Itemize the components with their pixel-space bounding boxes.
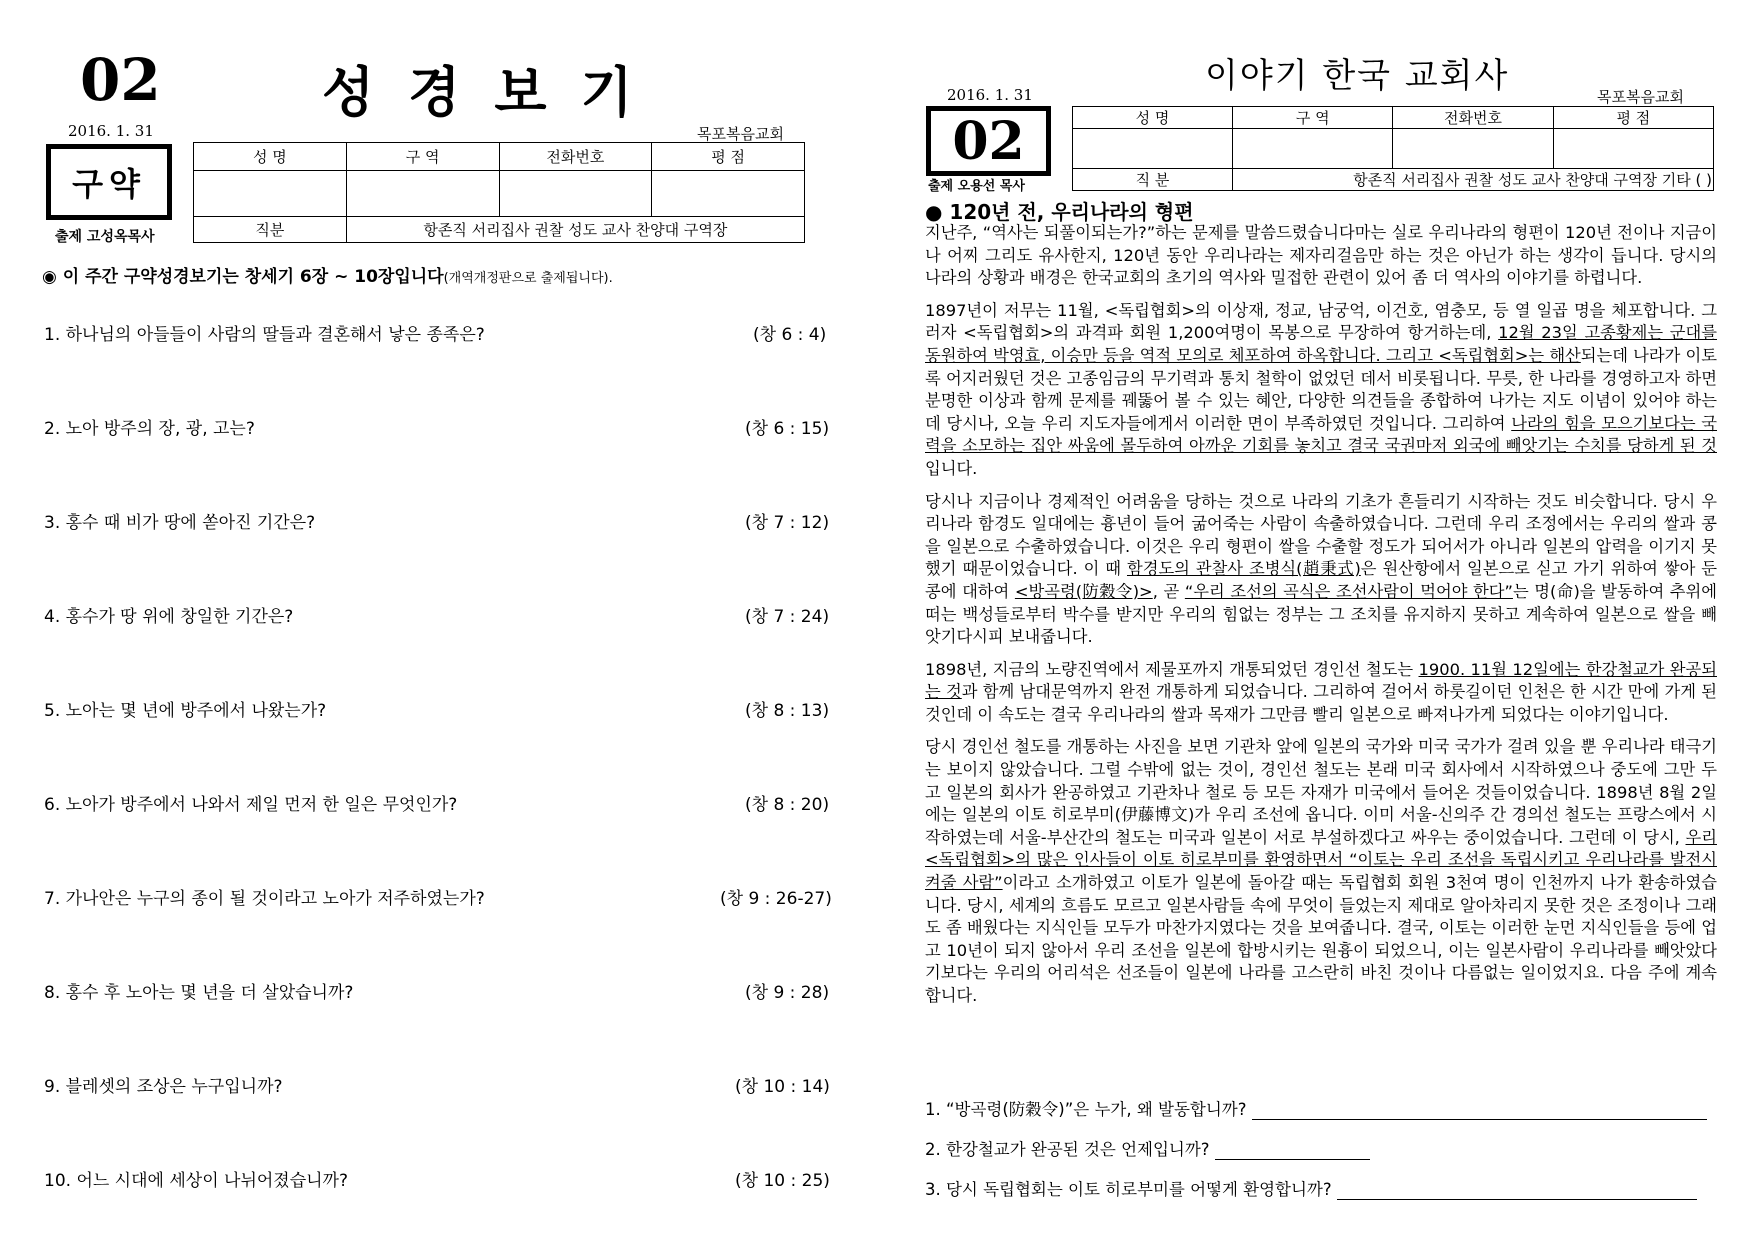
question-4: 4. 홍수가 땅 위에 창일한 기간은?: [44, 607, 294, 627]
right-info-table: [1072, 106, 1714, 191]
question-3: 3. 홍수 때 비가 땅에 쏟아진 기간은?: [44, 513, 316, 533]
name-field[interactable]: [1073, 129, 1233, 169]
name-field[interactable]: [194, 171, 347, 217]
role-options[interactable]: 항존직 서리집사 권찰 성도 교사 찬양대 구역장: [346, 217, 804, 243]
left-church-name: 목포복음교회: [697, 125, 784, 143]
paragraph-5: 당시 경인선 철도를 개통하는 사진을 보면 기관차 앞에 일본의 국가와 미국 국가가 걸려 있을 뿐 우리나라 태극기는 보이지 않았습니다. 그럴 수밖에 없는 것이, 경인선 철도는 본래 미국 회사에서 시작하였으나 중도에 그만 두고 일본의 회사가 완공하였고 기관차나 철로 등 모든 자재가 미국에서 들어온 것들이었습니다. 1898년 8월 2일에는 일본의 이토 히로부미(伊藤博文)가 우리 조선에 옵니다. 이미 서울-신의주 간 경의선 철도는 프랑스에서 시작하였는데 서울-부산간의 철도는 미국과 일본이 서로 부설하겠다고 싸우는 중이었습니다. 그런데 이 당시, 우리<독립협회>의 많은 인사들이 이토 히로부미를 환영하면서 “이토는 우리 조선을 독립시키고 우리나라를 발전시켜줄 사람”이라고 소개하였고 이토가 일본에 돌아갈 때는 독립협회 회원 3천여 명이 인천까지 나가 환송하였습니다. 당시, 세계의 흐름도 모르고 일본사람들 속에 무엇이 들었는지 제대로 알아차리지 못한 것은 조정이나 그래도 좀 배웠다는 지식인들 모두가 마찬가지였다는 것을 보여줍니다. 결국, 이토는 이러한 눈먼 지식인들을 등에 업고 10년이 되지 않아서 우리 조선을 일본에 합방시키는 원흉이 되었으니, 이는 일본사람이 우리나라를 빼앗았다기보다는 우리의 어리석은 선조들이 일본에 나라를 고스란히 바친 것이나 다름없는 일이었지요. 다음 주에 계속합니다.: [925, 737, 1717, 1005]
review-question-1: 1. “방곡령(防穀令)”은 누가, 왜 발동합니까?: [925, 1096, 1707, 1120]
answer-line-1[interactable]: [1252, 1101, 1707, 1120]
phone-field[interactable]: [1393, 129, 1553, 169]
paragraph-3: 당시나 지금이나 경제적인 어려움을 당하는 것으로 나라의 기초가 흔들리기 시작하는 것도 비슷합니다. 당시 우리나라 함경도 일대에는 흉년이 들어 굶어죽는 사람이 속출하였습니다. 그런데 우리 조정에서는 우리의 쌀과 콩을 일본으로 수출하였습니다. 이것은 우리 형편이 쌀을 수출할 정도가 되어서가 아니라 일본의 압력을 이기지 못했기 때문이었습니다. 이 때 함경도의 관찰사 조병식(趙秉式)은 원산항에서 일본으로 싣고 가기 위하여 쌓아 둔 콩에 대하여 <방곡령(防穀令)>, 곧 “우리 조선의 곡식은 조선사람이 먹어야 한다”는 명(命)을 발동하여 추위에 떠는 백성들로부터 박수를 받지만 우리의 힘없는 정부는 그 조치를 유지하지 못하고 계속하여 일본으로 쌀을 빼앗기다시피 보내줍니다.: [925, 491, 1717, 647]
right-date: 2016. 1. 31: [947, 86, 1033, 104]
district-field[interactable]: [346, 171, 499, 217]
district-header: 구 역: [346, 143, 499, 171]
right-page-title: 이야기 한국 교회사: [1205, 56, 1510, 96]
question-3-ref: (창 7 : 12): [745, 513, 830, 533]
notice-sub: (개역개정판으로 출제됩니다).: [443, 271, 613, 286]
paragraph-2: 1897년이 저무는 11월, <독립협회>의 이상재, 정교, 남궁억, 이건호, 염충모, 등 열 일곱 명을 체포합니다. 그러자 <독립협회>의 과격파 회원 1,200여명이 목봉으로 무장하여 항거하는데, 12월 23일 고종황제는 군대를 동원하여 박영효, 이승만 등을 역적 모의로 체포하여 하옥합니다. 그리고 <독립협회>는 해산되는데 나라가 이토록 어지러웠던 것은 고종임금의 무기력과 통치 철학이 없었던 데서 비롯됩니다. 무릇, 한 나라를 경영하고자 하면 분명한 이상과 함께 문제를 꿰뚫어 볼 수 있는 혜안, 다양한 의견들을 종합하여 나가는 지도 이념이 있어야 하는데 당시나, 오늘 우리 지도자들에게서 이러한 면이 부족하였던 것입니다. 그리하여 나라의 힘을 모으기보다는 국력을 소모하는 집안 싸움에 몰두하여 아까운 기회를 놓치고 결국 국권마저 외국에 빼앗기는 수치를 당하게 된 것입니다.: [925, 300, 1718, 478]
district-header: 구 역: [1233, 107, 1393, 129]
name-header: 성 명: [1073, 107, 1233, 129]
article-body: [925, 222, 1717, 1018]
review-question-2: 2. 한강철교가 완공된 것은 언제입니까?: [925, 1136, 1370, 1160]
question-2: 2. 노아 방주의 장, 광, 고는?: [44, 419, 255, 439]
question-4-ref: (창 7 : 24): [745, 607, 830, 627]
question-10-ref: (창 10 : 25): [735, 1171, 830, 1191]
answer-line-3[interactable]: [1337, 1181, 1697, 1200]
paragraph-4: 1898년, 지금의 노량진역에서 제물포까지 개통되었던 경인선 철도는 1900. 11월 12일에는 한강철교가 완공되는 것과 함께 남대문역까지 완전 개통하게 되었습니다. 그리하여 걸어서 하룻길이던 인천은 한 시간 만에 가게 된 것인데 이 속도는 결국 우리나라의 쌀과 목재가 그만큼 빨리 일본으로 빠져나가게 되었다는 이야기입니다.: [925, 659, 1717, 724]
phone-header: 전화번호: [1393, 107, 1553, 129]
score-header: 평 점: [652, 143, 805, 171]
question-8: 8. 홍수 후 노아는 몇 년을 더 살았습니까?: [44, 983, 354, 1003]
role-options[interactable]: 항존직 서리집사 권찰 성도 교사 찬양대 구역장 기타 ( ): [1233, 169, 1714, 191]
right-church-name: 목포복음교회: [1597, 88, 1684, 106]
section-heading: ● 120년 전, 우리나라의 형편: [925, 200, 1194, 224]
notice-main: 이 주간 구약성경보기는 창세기 6장 ~ 10장입니다: [62, 267, 444, 287]
question-1-ref: (창 6 : 4): [753, 325, 827, 345]
left-date: 2016. 1. 31: [68, 122, 154, 140]
question-2-ref: (창 6 : 15): [745, 419, 830, 439]
role-label: 직분: [194, 217, 347, 243]
question-5-ref: (창 8 : 13): [745, 701, 830, 721]
question-10: 10. 어느 시대에 세상이 나뉘어졌습니까?: [44, 1171, 349, 1191]
phone-field[interactable]: [499, 171, 652, 217]
left-page-title: 성경보기: [322, 60, 667, 124]
left-info-table: [193, 142, 805, 243]
right-issue-badge: 02: [926, 106, 1051, 176]
phone-header: 전화번호: [499, 143, 652, 171]
notice-bullet: ◉: [42, 267, 57, 287]
district-field[interactable]: [1233, 129, 1393, 169]
answer-line-2[interactable]: [1215, 1141, 1370, 1160]
left-issue-number: 02: [80, 46, 161, 114]
role-label: 직 분: [1073, 169, 1233, 191]
question-7-ref: (창 9 : 26-27): [720, 889, 832, 909]
weekly-notice: [42, 262, 613, 287]
score-field: [652, 171, 805, 217]
name-header: 성 명: [194, 143, 347, 171]
question-5: 5. 노아는 몇 년에 방주에서 나왔는가?: [44, 701, 327, 721]
question-9-ref: (창 10 : 14): [735, 1077, 830, 1097]
left-author: 출제 고성옥목사: [55, 229, 155, 245]
score-field: [1553, 129, 1713, 169]
question-6-ref: (창 8 : 20): [745, 795, 830, 815]
score-header: 평 점: [1553, 107, 1713, 129]
question-8-ref: (창 9 : 28): [745, 983, 830, 1003]
question-6: 6. 노아가 방주에서 나와서 제일 먼저 한 일은 무엇인가?: [44, 795, 458, 815]
question-1: 1. 하나님의 아들들이 사람의 딸들과 결혼해서 낳은 종족은?: [44, 325, 485, 345]
review-question-3: 3. 당시 독립협회는 이토 히로부미를 어떻게 환영합니까?: [925, 1176, 1697, 1200]
question-7: 7. 가나안은 누구의 종이 될 것이라고 노아가 저주하였는가?: [44, 889, 485, 909]
right-author: 출제 오용선 목사: [928, 179, 1025, 194]
paragraph-1: 지난주, “역사는 되풀이되는가?”하는 문제를 말씀드렸습니다마는 실로 우리나라의 형편이 120년 전이나 지금이나 어찌 그리도 유사한지, 120년 동안 우리나라는 제자리걸음만 하는 것은 아닌가 하는 생각이 듭니다. 당시의 나라의 상황과 배경은 한국교회의 초기의 역사와 밀접한 관련이 있어 좀 더 역사의 이야기를 하렵니다.: [925, 223, 1717, 288]
old-testament-badge: 구약: [46, 144, 172, 220]
question-9: 9. 블레셋의 조상은 누구입니까?: [44, 1077, 283, 1097]
